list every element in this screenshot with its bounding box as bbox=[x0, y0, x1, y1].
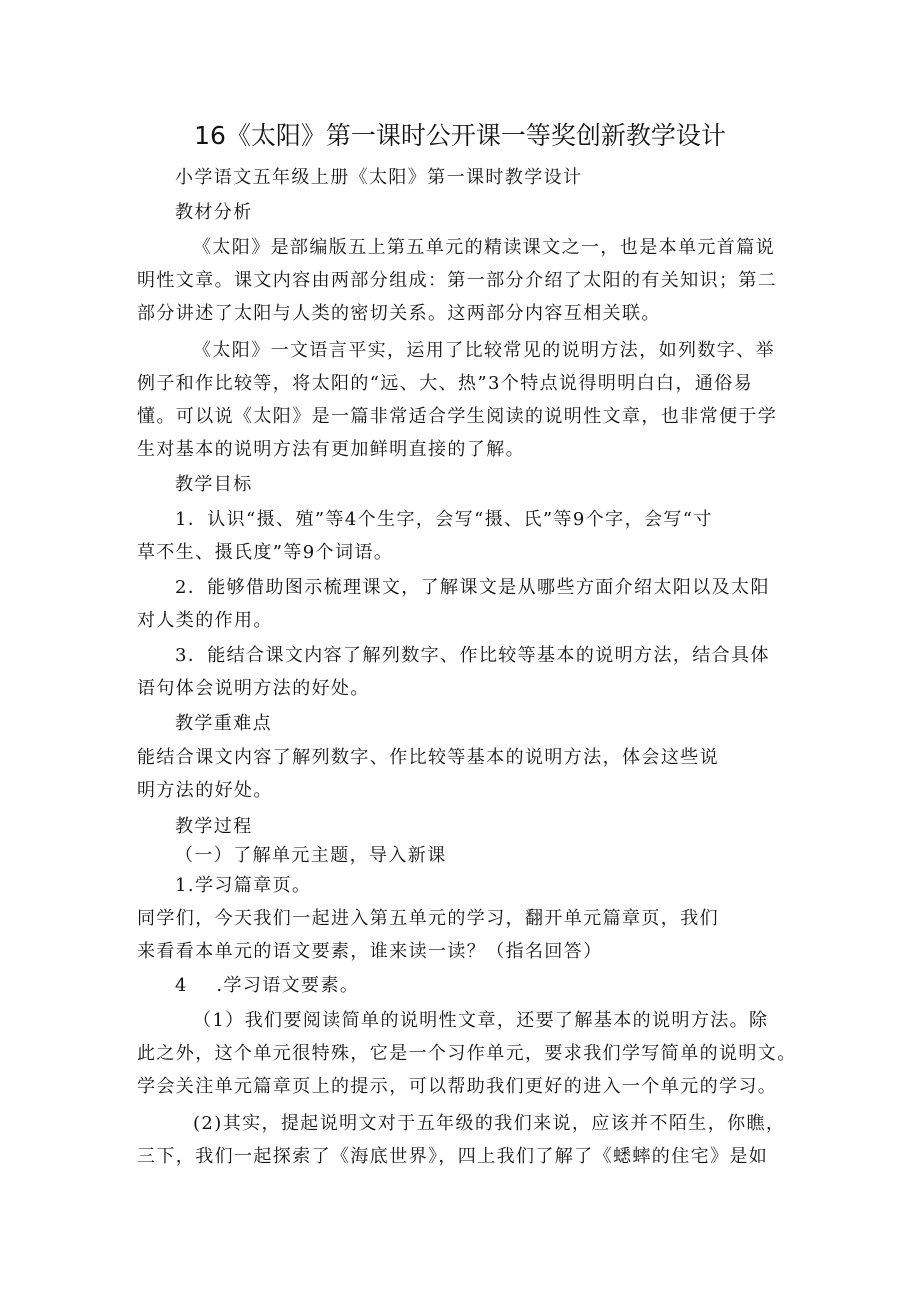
process-step-2: 4 .学习语文要素。 bbox=[175, 975, 360, 996]
process-step-1: 1.学习篇章页。 bbox=[175, 875, 312, 896]
analysis-heading: 教材分析 bbox=[175, 202, 253, 223]
analysis-p2-line1: 《太阳》一文语言平实，运用了比较常见的说明方法，如列数字、举 bbox=[193, 340, 775, 361]
subtitle: 小学语文五年级上册《太阳》第一课时教学设计 bbox=[175, 167, 583, 188]
key-heading: 教学重难点 bbox=[175, 713, 272, 734]
process-p2-line1: （1）我们要阅读简单的说明性文章，还要了解基本的说明方法。除 bbox=[193, 1010, 769, 1031]
key-text-line2: 明方法的好处。 bbox=[137, 780, 273, 801]
goal1-line2: 草不生、摄氏度”等9个词语。 bbox=[137, 542, 394, 563]
analysis-p1-line2: 明性文章。课文内容由两部分组成：第一部分介绍了太阳的有关知识；第二 bbox=[137, 270, 778, 291]
goal3-line1: 3．能结合课文内容了解列数字、作比较等基本的说明方法，结合具体 bbox=[175, 645, 770, 666]
process-heading: 教学过程 bbox=[175, 816, 253, 837]
process-p1-line2: 来看看本单元的语文要素，谁来读一读？（指名回答） bbox=[137, 941, 603, 962]
goals-heading: 教学目标 bbox=[175, 474, 253, 495]
goal2-line2: 对人类的作用。 bbox=[137, 610, 273, 631]
goal2-line1: 2．能够借助图示梳理课文，了解课文是从哪些方面介绍太阳以及太阳 bbox=[175, 577, 770, 598]
key-text-line1: 能结合课文内容了解列数字、作比较等基本的说明方法，体会这些说 bbox=[137, 747, 719, 768]
goal1-line1: 1．认识“摄、殖”等4个生字，会写“摄、氏”等9个字，会写“寸 bbox=[175, 509, 713, 530]
process-subheading-1: （一）了解单元主题，导入新课 bbox=[175, 845, 447, 866]
process-p3-line2: 三下，我们一起探索了《海底世界》，四上我们了解了《蟋蟀的住宅》是如 bbox=[137, 1146, 769, 1167]
analysis-p2-line3: 懂。可以说《太阳》是一篇非常适合学生阅读的说明性文章，也非常便于学 bbox=[137, 406, 778, 427]
process-p1-line1: 同学们，今天我们一起进入第五单元的学习，翻开单元篇章页，我们 bbox=[137, 908, 719, 929]
document-title: 16《太阳》第一课时公开课一等奖创新教学设计 bbox=[194, 121, 726, 150]
analysis-p2-line2: 例子和作比较等，将太阳的“远、大、热”3个特点说得明明白白，通俗易 bbox=[137, 373, 754, 394]
process-p2-line3: 学会关注单元篇章页上的提示，可以帮助我们更好的进入一个单元的学习。 bbox=[137, 1076, 778, 1097]
analysis-p1-line3: 部分讲述了太阳与人类的密切关系。这两部分内容互相关联。 bbox=[137, 303, 661, 324]
analysis-p1-line1: 《太阳》是部编版五上第五单元的精读课文之一，也是本单元首篇说 bbox=[193, 237, 775, 258]
analysis-p2-line4: 生对基本的说明方法有更加鲜明直接的了解。 bbox=[137, 439, 525, 460]
goal3-line2: 语句体会说明方法的好处。 bbox=[137, 678, 370, 699]
process-p3-line1: (2)其实，提起说明文对于五年级的我们来说，应该并不陌生，你瞧， bbox=[193, 1113, 786, 1134]
process-p2-line2: 此之外，这个单元很特殊，它是一个习作单元，要求我们学写简单的说明文。 bbox=[137, 1043, 797, 1064]
